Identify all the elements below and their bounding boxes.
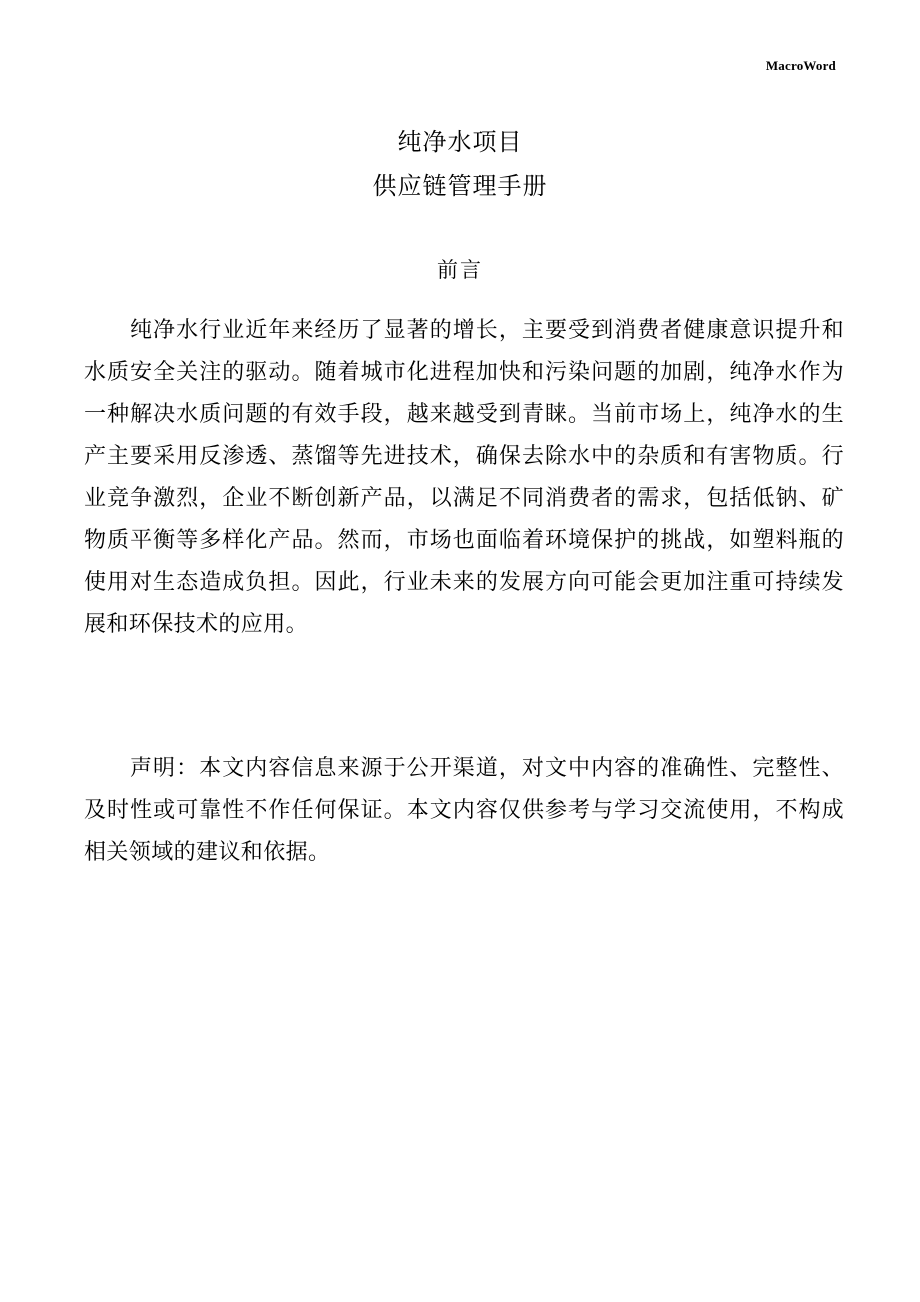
paragraph-intro: 纯净水行业近年来经历了显著的增长，主要受到消费者健康意识提升和水质安全关注的驱动。随着城市化进程加快和污染问题的加剧，纯净水作为一种解决水质问题的有效手段，越来越受到青睐。当前市场上，纯净水的生产主要采用反渗透、蒸馏等先进技术，确保去除水中的杂质和有害物质。行业竞争激烈，企业不断创新产品，以满足不同消费者的需求，包括低钠、矿物质平衡等多样化产品。然而，市场也面临着环境保护的挑战，如塑料瓶的使用对生态造成负担。因此，行业未来的发展方向可能会更加注重可持续发展和环保技术的应用。 [84,318,844,637]
section-heading-preface: 前言 [437,258,483,282]
header-brand: MacroWord [765,58,836,73]
document-title [0,120,920,208]
paragraph-disclaimer: 声明：本文内容信息来源于公开渠道，对文中内容的准确性、完整性、及时性或可靠性不作任何保证。本文内容仅供参考与学习交流使用，不构成相关领域的建议和依据。 [84,756,844,865]
title-line-manual: 供应链管理手册 [372,172,548,200]
title-line-project: 纯净水项目 [397,128,523,156]
